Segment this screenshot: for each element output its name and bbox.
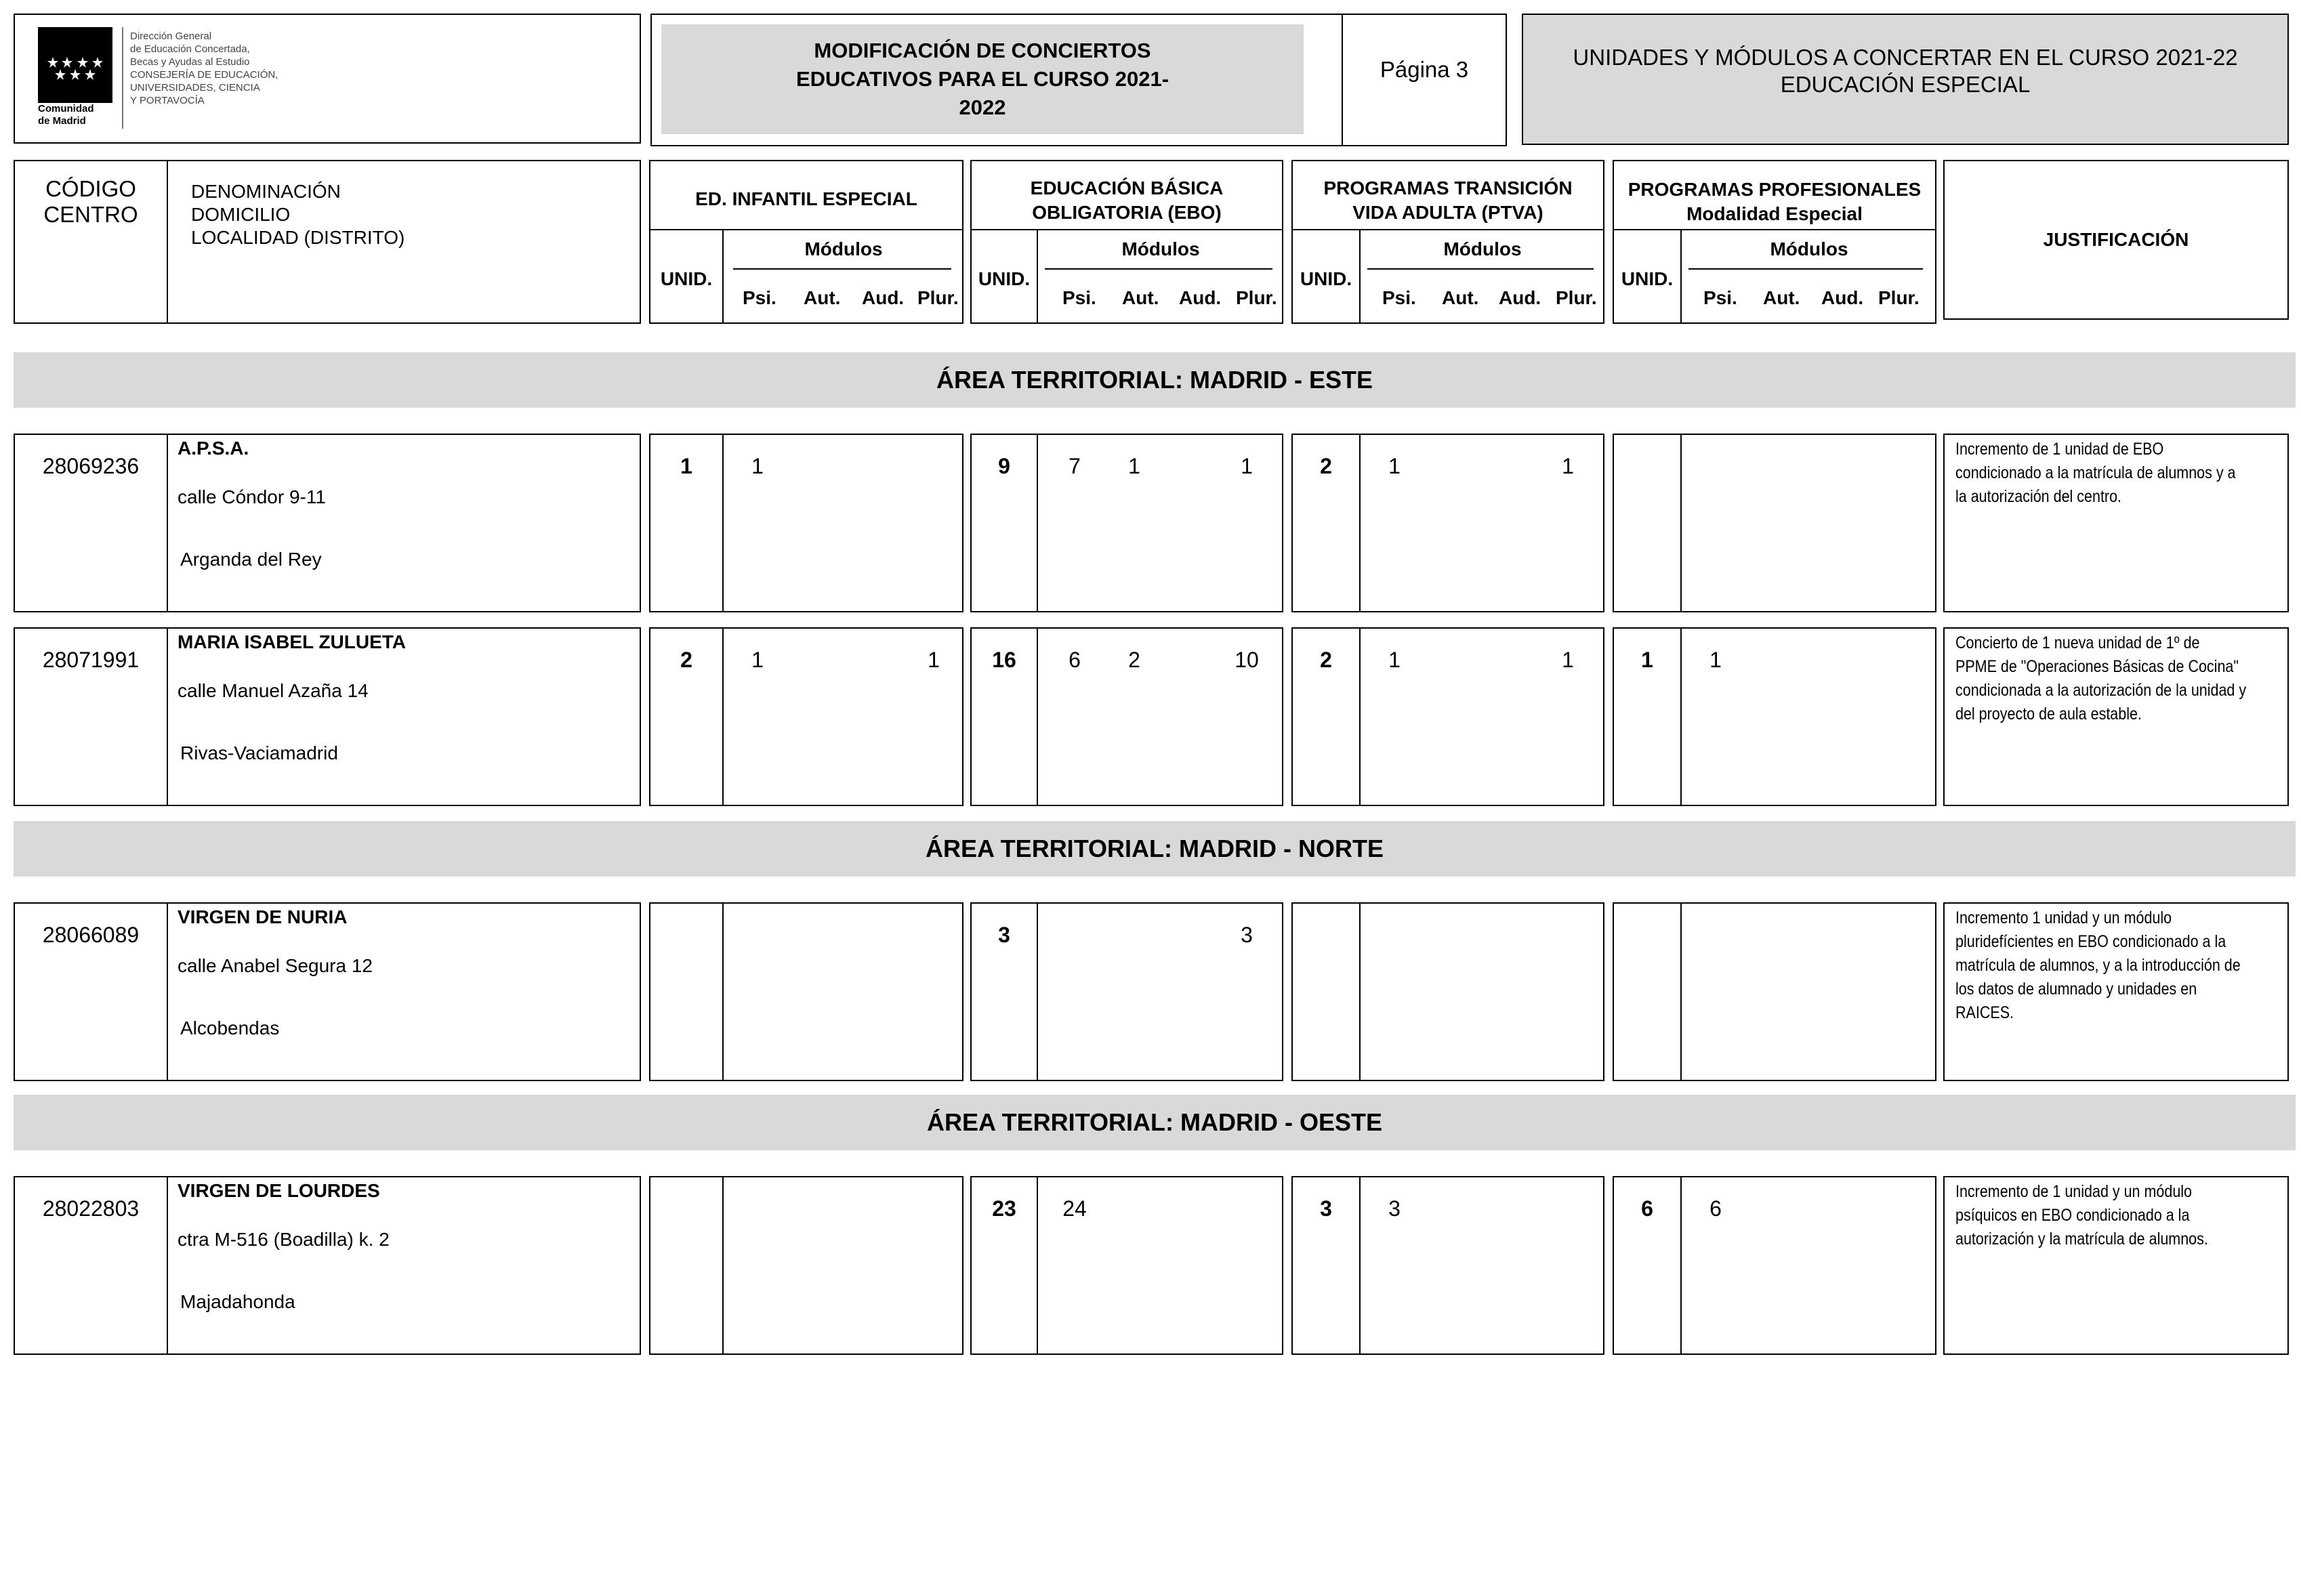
- psi-value: 7: [1069, 454, 1081, 478]
- unid-divider: [722, 904, 724, 1080]
- psi-value: 3: [1388, 1196, 1401, 1221]
- centro-nombre: MARIA ISABEL ZULUETA: [178, 631, 407, 652]
- unid-divider: [1359, 1177, 1361, 1353]
- justificacion-line: autorización y la matrícula de alumnos.: [1955, 1230, 2208, 1248]
- denom-header-label: [191, 180, 405, 249]
- unid-value: 23: [992, 1196, 1016, 1221]
- logo-box: [14, 14, 641, 144]
- org-line: de Educación Concertada,: [130, 43, 250, 55]
- justificacion-text: [1955, 1180, 2282, 1251]
- unid-divider: [1680, 629, 1682, 805]
- centro-localidad: Alcobendas: [180, 1017, 280, 1038]
- centro-localidad: Rivas-Vaciamadrid: [180, 742, 338, 763]
- aud-label: Aud.: [1499, 287, 1541, 308]
- codigo-header-label: [15, 176, 167, 228]
- org-line: UNIVERSIDADES, CIENCIA: [130, 82, 260, 93]
- unid-value: 2: [1320, 648, 1332, 672]
- center-info-box: [14, 1176, 641, 1355]
- header-divider: [167, 161, 168, 322]
- group-title-line-1: PROGRAMAS TRANSICIÓN: [1323, 177, 1573, 198]
- justificacion-line: RAICES.: [1955, 1003, 2014, 1022]
- group-title: [972, 176, 1282, 225]
- centro-nombre: VIRGEN DE LOURDES: [178, 1180, 380, 1201]
- denom-line-1: DENOMINACIÓN: [191, 181, 341, 202]
- area-band-oeste: ÁREA TERRITORIAL: MADRID - OESTE: [14, 1095, 2296, 1150]
- group-title-line-2: OBLIGATORIA (EBO): [1032, 202, 1222, 223]
- justificacion-line: del proyecto de aula estable.: [1955, 705, 2142, 723]
- module-group-ebo: [970, 902, 1283, 1081]
- unid-value: 1: [1641, 648, 1653, 672]
- center-info-box: [14, 627, 641, 806]
- group-divider: [1293, 229, 1603, 230]
- group-header-infantil: [649, 160, 963, 324]
- org-line: Becas y Ayudas al Estudio: [130, 56, 250, 68]
- module-group-inf: [649, 1176, 963, 1355]
- unid-value: 1: [680, 454, 692, 478]
- module-group-inf: [649, 902, 963, 1081]
- center-info-divider: [167, 435, 168, 611]
- plur-value: 1: [1241, 454, 1253, 478]
- unid-divider: [1359, 629, 1361, 805]
- justificacion-line: pluridefícientes en EBO condicionado a la: [1955, 932, 2226, 951]
- plur-value: 3: [1241, 923, 1253, 947]
- module-group-ptva: [1291, 1176, 1604, 1355]
- unid-divider: [1359, 904, 1361, 1080]
- justificacion-line: Concierto de 1 nueva unidad de 1º de: [1955, 633, 2200, 652]
- group-title: ED. INFANTIL ESPECIAL: [695, 188, 917, 209]
- logo-divider: [122, 27, 123, 129]
- center-info-divider: [167, 904, 168, 1080]
- codigo-line-2: CENTRO: [43, 202, 138, 227]
- module-group-ptva: [1291, 627, 1604, 806]
- justificacion-text: [1955, 438, 2282, 509]
- psi-value: 1: [1388, 648, 1401, 672]
- plur-value: 1: [928, 648, 940, 672]
- psi-value: 24: [1062, 1196, 1087, 1221]
- justificacion-line: PPME de "Operaciones Básicas de Cocina": [1955, 657, 2239, 676]
- psi-value: 1: [751, 648, 764, 672]
- plur-label: Plur.: [917, 287, 959, 308]
- modulos-underline: [1688, 268, 1923, 270]
- codigo-centro: 28066089: [42, 923, 140, 947]
- unid-value: 9: [998, 454, 1010, 478]
- aut-label: Aut.: [1763, 287, 1800, 308]
- org-line: Y PORTAVOCÍA: [130, 95, 205, 106]
- center-info-divider: [167, 1177, 168, 1353]
- unid-divider: [1359, 435, 1361, 611]
- modulos-underline: [1045, 268, 1272, 270]
- unid-divider: [1680, 1177, 1682, 1353]
- page-number: Página 3: [1380, 57, 1469, 82]
- psi-label: Psi.: [1703, 287, 1737, 308]
- unid-divider: [722, 1177, 724, 1353]
- unid-divider: [1680, 904, 1682, 1080]
- group-title: [1293, 176, 1603, 225]
- group-title-line-1: PROGRAMAS PROFESIONALES: [1628, 179, 1922, 200]
- module-group-inf: [649, 434, 963, 612]
- aud-label: Aud.: [1179, 287, 1222, 308]
- psi-label: Psi.: [743, 287, 776, 308]
- justificacion-text: [1955, 631, 2282, 726]
- unid-divider: [722, 435, 724, 611]
- modulos-label: Módulos: [1121, 238, 1200, 259]
- aut-value: 1: [1128, 454, 1140, 478]
- area-band-norte: ÁREA TERRITORIAL: MADRID - NORTE: [14, 821, 2296, 877]
- org-line: Dirección General: [130, 30, 212, 42]
- centro-nombre: VIRGEN DE NURIA: [178, 906, 348, 927]
- group-title-line-2: Modalidad Especial: [1686, 203, 1863, 224]
- plur-value: 10: [1235, 648, 1259, 672]
- denom-line-2: DOMICILIO: [191, 204, 291, 225]
- plur-value: 1: [1562, 648, 1574, 672]
- unid-divider: [722, 629, 724, 805]
- aut-label: Aut.: [804, 287, 841, 308]
- centro-domicilio: calle Manuel Azaña 14: [178, 680, 369, 701]
- section-title-line-2: EDUCACIÓN ESPECIAL: [1780, 72, 2031, 97]
- justificacion-box: [1943, 1176, 2289, 1355]
- group-divider: [972, 229, 1282, 230]
- centro-domicilio: calle Cóndor 9-11: [178, 486, 326, 507]
- section-title-line-1: UNIDADES Y MÓDULOS A CONCERTAR EN EL CURSO 2021-22: [1573, 45, 2238, 70]
- justificacion-line: los datos de alumnado y unidades en: [1955, 980, 2197, 999]
- group-title-line-2: VIDA ADULTA (PTVA): [1352, 202, 1543, 223]
- psi-value: 1: [1388, 454, 1401, 478]
- aud-label: Aud.: [862, 287, 905, 308]
- aud-label: Aud.: [1821, 287, 1864, 308]
- stars-icon: [38, 27, 112, 103]
- module-group-pp: [1613, 434, 1936, 612]
- centro-localidad: Arganda del Rey: [180, 549, 322, 570]
- module-group-ebo: [970, 627, 1283, 806]
- justificacion-line: condicionada a la autorización de la unidad y: [1955, 681, 2247, 700]
- modulos-label: Módulos: [1770, 238, 1848, 259]
- aut-label: Aut.: [1122, 287, 1159, 308]
- plur-label: Plur.: [1878, 287, 1920, 308]
- justificacion-line: psíquicos en EBO condicionado a la: [1955, 1206, 2190, 1225]
- justificacion-label: JUSTIFICACIÓN: [2043, 229, 2189, 250]
- unid-value: 3: [998, 923, 1010, 947]
- unid-value: 2: [680, 648, 692, 672]
- plur-label: Plur.: [1556, 287, 1597, 308]
- justificacion-box: [1943, 434, 2289, 612]
- unid-divider: [1037, 435, 1038, 611]
- center-info-box: [14, 434, 641, 612]
- psi-label: Psi.: [1382, 287, 1416, 308]
- aut-value: 2: [1128, 648, 1140, 672]
- unid-label: UNID.: [1621, 268, 1674, 289]
- org-lines: [130, 30, 278, 107]
- codigo-header: [14, 160, 641, 324]
- justificacion-line: condicionado a la matrícula de alumnos y a: [1955, 463, 2236, 482]
- module-group-ebo: [970, 434, 1283, 612]
- group-header-ptva: [1291, 160, 1604, 324]
- region-flag-logo: [38, 27, 112, 103]
- document-title-text: MODIFICACIÓN DE CONCIERTOS EDUCATIVOS PARA EL CURSO 2021-2022: [795, 39, 1169, 119]
- denom-line-3: LOCALIDAD (DISTRITO): [191, 227, 405, 248]
- org-line: CONSEJERÍA DE EDUCACIÓN,: [130, 69, 278, 81]
- unid-value: 16: [992, 648, 1016, 672]
- psi-label: Psi.: [1062, 287, 1096, 308]
- modulos-label: Módulos: [804, 238, 883, 259]
- plur-value: 1: [1562, 454, 1574, 478]
- unid-divider: [1037, 629, 1038, 805]
- module-group-inf: [649, 627, 963, 806]
- codigo-centro: 28069236: [42, 454, 140, 478]
- group-header-profesionales: [1613, 160, 1936, 324]
- justificacion-box: [1943, 902, 2289, 1081]
- unid-value: 6: [1641, 1196, 1653, 1221]
- plur-label: Plur.: [1236, 287, 1277, 308]
- justificacion-line: Incremento 1 unidad y un módulo: [1955, 908, 2172, 927]
- module-group-pp: [1613, 902, 1936, 1081]
- group-divider: [650, 229, 962, 230]
- codigo-centro: 28022803: [42, 1196, 140, 1221]
- title-box: [650, 14, 1507, 146]
- group-header-ebo: [970, 160, 1283, 324]
- document-title: [661, 24, 1304, 134]
- unid-label: UNID.: [660, 268, 713, 289]
- unid-label: UNID.: [1300, 268, 1352, 289]
- psi-value: 1: [1709, 648, 1722, 672]
- justificacion-header: [1943, 160, 2289, 320]
- group-divider: [1614, 229, 1935, 230]
- justificacion-box: [1943, 627, 2289, 806]
- psi-value: 6: [1709, 1196, 1722, 1221]
- group-title-line-1: EDUCACIÓN BÁSICA: [1030, 177, 1224, 198]
- brand-line-2: de Madrid: [38, 115, 86, 127]
- module-group-ptva: [1291, 902, 1604, 1081]
- modulos-underline: [733, 268, 951, 270]
- codigo-line-1: CÓDIGO: [45, 176, 136, 201]
- unid-label: UNID.: [978, 268, 1031, 289]
- psi-value: 6: [1069, 648, 1081, 672]
- unid-divider: [1037, 1177, 1038, 1353]
- unid-value: 2: [1320, 454, 1332, 478]
- module-group-ebo: [970, 1176, 1283, 1355]
- justificacion-line: Incremento de 1 unidad de EBO: [1955, 440, 2164, 459]
- center-info-divider: [167, 629, 168, 805]
- centro-domicilio: ctra M-516 (Boadilla) k. 2: [178, 1229, 390, 1250]
- unid-value: 3: [1320, 1196, 1332, 1221]
- justificacion-text: [1955, 906, 2282, 1025]
- centro-nombre: A.P.S.A.: [178, 438, 249, 459]
- group-title: [1614, 177, 1935, 226]
- module-group-ptva: [1291, 434, 1604, 612]
- modulos-label: Módulos: [1443, 238, 1522, 259]
- modulos-underline: [1367, 268, 1594, 270]
- area-band-este: ÁREA TERRITORIAL: MADRID - ESTE: [14, 352, 2296, 408]
- module-group-pp: [1613, 1176, 1936, 1355]
- justificacion-line: matrícula de alumnos, y a la introducción de: [1955, 956, 2241, 975]
- centro-localidad: Majadahonda: [180, 1291, 295, 1312]
- centro-domicilio: calle Anabel Segura 12: [178, 955, 373, 976]
- codigo-centro: 28071991: [42, 648, 140, 672]
- section-title-box: [1522, 14, 2289, 145]
- unid-divider: [1680, 435, 1682, 611]
- unid-divider: [1037, 904, 1038, 1080]
- psi-value: 1: [751, 454, 764, 478]
- module-group-pp: [1613, 627, 1936, 806]
- brand-line-1: Comunidad: [38, 103, 94, 114]
- justificacion-line: Incremento de 1 unidad y un módulo: [1955, 1182, 2193, 1201]
- justificacion-line: la autorización del centro.: [1955, 487, 2122, 506]
- aut-label: Aut.: [1442, 287, 1479, 308]
- center-info-box: [14, 902, 641, 1081]
